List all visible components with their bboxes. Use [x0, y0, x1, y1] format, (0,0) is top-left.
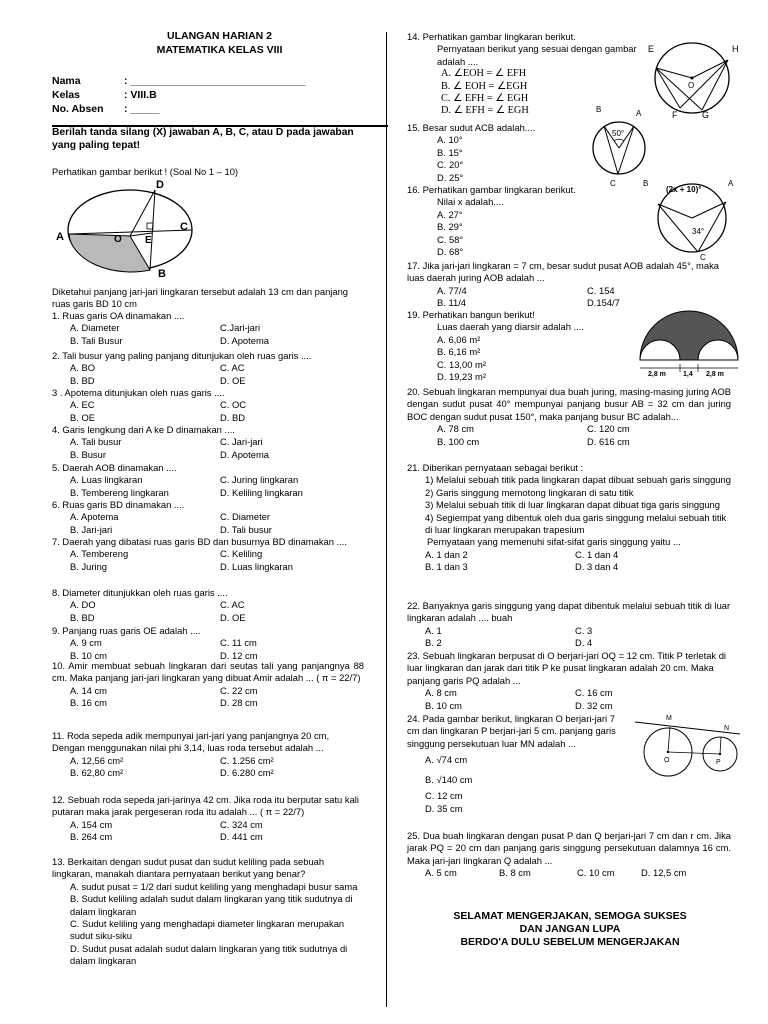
- fig19-label-left: 2,8 m: [648, 371, 666, 378]
- fig1-label-d: D: [156, 179, 164, 191]
- question-4-text: 4. Garis lengkung dari A ke D dinamakan ....: [52, 424, 235, 435]
- question-23: [407, 650, 731, 712]
- q5-option-c[interactable]: C. Juring lingkaran: [220, 474, 299, 486]
- q10-option-c[interactable]: C. 22 cm: [220, 684, 258, 696]
- question-24-text: 24. Pada gambar berikut, lingkaran O berjari-jari 7 cm dan lingkaran P berjari-jari 5 cm. panjang garis singgung persekutuan luar MN adalah ...: [407, 713, 616, 749]
- question-7: [52, 536, 364, 573]
- q4-option-c[interactable]: C. Jari-jari: [220, 436, 263, 448]
- q24-option-d[interactable]: D. 35 cm: [425, 802, 463, 814]
- q8-option-a[interactable]: A. DO: [70, 599, 96, 611]
- q20-option-a[interactable]: A. 78 cm: [437, 423, 474, 435]
- q21-option-a[interactable]: A. 1 dan 2: [425, 548, 468, 560]
- q3-option-c[interactable]: C. OC: [220, 399, 247, 411]
- q20-option-c[interactable]: C. 120 cm: [587, 423, 630, 435]
- circle-figure-1: [52, 178, 202, 278]
- fig16-label-b: B: [643, 179, 649, 188]
- q10-option-d[interactable]: D. 28 cm: [220, 697, 258, 709]
- q2-option-a[interactable]: A. BO: [70, 362, 96, 374]
- fig15-label-b: B: [596, 105, 602, 114]
- q11-option-d[interactable]: D. 6.280 cm²: [220, 767, 274, 779]
- q22-option-b[interactable]: B. 2: [425, 637, 442, 649]
- question-3-text: 3 . Apotema ditunjukan oleh ruas garis ....: [52, 387, 225, 398]
- question-1: [52, 310, 364, 347]
- question-21: [407, 462, 731, 574]
- fig14-label-h: H: [732, 44, 739, 54]
- q21-statement-4: 4) Segiempat yang dibentuk oleh dua garis singgung melalui sebuah titik di luar lingkaran merupakan trapesium: [425, 511, 727, 536]
- q14-option-c[interactable]: C. ∠ EFH = ∠ EGH: [441, 93, 529, 105]
- q9-option-b[interactable]: B. 10 cm: [70, 649, 107, 661]
- q15-option-a[interactable]: A. 10°: [437, 134, 463, 146]
- q8-option-d[interactable]: D. OE: [220, 611, 246, 623]
- q11-option-c[interactable]: C. 1.256 cm²: [220, 754, 274, 766]
- q17-option-a[interactable]: A. 77/4: [437, 284, 467, 296]
- q13-option-a[interactable]: A. sudut pusat = 1/2 dari sudut keliling yang menghadapi busur sama: [70, 880, 358, 892]
- fig15-label-a: A: [636, 109, 642, 118]
- q17-option-d[interactable]: D.154/7: [587, 297, 620, 309]
- question-21-sub: Pernyataan yang memenuhi sifat-sifat garis singgung yaitu ...: [427, 536, 681, 548]
- question-7-text: 7. Daerah yang dibatasi ruas garis BD dan busurnya BD dinamakan ....: [52, 536, 347, 547]
- question-6: [52, 499, 364, 536]
- q9-option-d[interactable]: D. 12 cm: [220, 649, 258, 661]
- q12-option-c[interactable]: C. 324 cm: [220, 818, 263, 830]
- q15-option-d[interactable]: D. 25°: [437, 171, 464, 183]
- q9-option-c[interactable]: C. 11 cm: [220, 637, 257, 649]
- q25-option-b[interactable]: B. 8 cm: [499, 867, 531, 879]
- q1-option-b[interactable]: B. Tali Busur: [70, 334, 123, 346]
- question-3: [52, 387, 364, 424]
- q25-option-c[interactable]: C. 10 cm: [577, 867, 615, 879]
- q25-option-d[interactable]: D. 12,5 cm: [641, 867, 687, 879]
- q16-option-a[interactable]: A. 27°: [437, 208, 463, 220]
- fig15-label-c: C: [610, 179, 616, 188]
- question-20-text: 20. Sebuah lingkaran mempunyai dua buah juring, masing-masing juring AOB dengan sudut pusat 40° mempunyai panjang busur AB = 32 cm dan juring BOC dengan sudut pusat 150°, maka panjang busur BC adalah...: [407, 386, 731, 422]
- absen-value[interactable]: : _____: [124, 103, 160, 115]
- question-19-text: 19. Perhatikan bangun berikut!: [407, 309, 535, 320]
- class-field: [52, 89, 157, 101]
- fig1-label-o: O: [114, 234, 122, 245]
- q20-option-d[interactable]: D. 616 cm: [587, 435, 630, 447]
- name-label: Nama: [52, 75, 81, 87]
- fig14-label-o: O: [688, 81, 695, 90]
- q3-option-d[interactable]: D. BD: [220, 411, 246, 423]
- q10-option-a[interactable]: A. 14 cm: [70, 684, 107, 696]
- context-text: Diketahui panjang jari-jari lingkaran tersebut adalah 13 cm dan panjang ruas garis BD 10 cm: [52, 286, 349, 310]
- q12-option-d[interactable]: D. 441 cm: [220, 831, 263, 843]
- q21-statement-1: 1) Melalui sebuah titik pada lingkaran dapat dibuat sebuah garis singgung: [425, 474, 731, 486]
- tangent-figure-24: [630, 710, 742, 778]
- question-5: [52, 462, 364, 499]
- question-11: [52, 730, 364, 780]
- fig1-label-b: B: [158, 268, 166, 278]
- fig1-label-e: E: [145, 235, 152, 246]
- q12-option-b[interactable]: B. 264 cm: [70, 831, 113, 843]
- question-17: [407, 260, 731, 310]
- q16-option-d[interactable]: D. 68°: [437, 246, 464, 258]
- q3-option-b[interactable]: B. OE: [70, 411, 96, 423]
- question-2-text: 2. Tali busur yang paling panjang ditunjukan oleh ruas garis ....: [52, 350, 312, 361]
- question-9: [52, 625, 364, 662]
- q23-option-b[interactable]: B. 10 cm: [425, 699, 462, 711]
- fig19-label-right: 2,8 m: [706, 371, 724, 378]
- question-12-text: 12. Sebuah roda sepeda jari-jarinya 42 cm. Jika roda itu berputar satu kali putaran maka jarak pergeseran roda itu adalah ... ( π = 22/7): [52, 794, 359, 818]
- question-5-text: 5. Daerah AOB dinamakan ....: [52, 462, 177, 473]
- q11-option-b[interactable]: B. 62,80 cm²: [70, 767, 124, 779]
- q5-option-b[interactable]: B. Tembereng lingkaran: [70, 486, 169, 498]
- fig1-label-a: A: [56, 231, 64, 243]
- footer-line-2: DAN JANGAN LUPA: [519, 923, 621, 935]
- name-field[interactable]: [52, 75, 306, 87]
- exam-subtitle: MATEMATIKA KELAS VIII: [156, 44, 283, 56]
- fig24-label-n: N: [724, 725, 730, 732]
- fig16-label-angle: (2x + 10)°: [666, 185, 702, 194]
- q10-option-b[interactable]: B. 16 cm: [70, 697, 107, 709]
- fig14-label-g: G: [702, 110, 710, 118]
- question-13-text: 13. Berkaitan dengan sudut pusat dan sudut keliling pada sebuah lingkaran, manakah diantara pernyataan berikut yang benar?: [52, 856, 325, 880]
- q21-statement-3: 3) Melalui sebuah titik di luar lingkaran dapat dibuat tiga garis singgung: [425, 499, 720, 511]
- fig16-label-34: 34°: [692, 227, 705, 236]
- question-22: [407, 600, 731, 650]
- question-17-text: 17. Jika jari-jari lingkaran = 7 cm, besar sudut pusat AOB adalah 45°, maka luas daerah juring AOB adalah ...: [407, 260, 719, 284]
- absen-label: No. Absen: [52, 103, 104, 115]
- fig15-label-angle: 50°: [612, 129, 625, 138]
- circle-figure-16: [640, 174, 740, 260]
- q21-statement-2: 2) Garis singgung memotong lingkaran di satu titik: [425, 486, 634, 498]
- q4-option-b[interactable]: B. Busur: [70, 448, 106, 460]
- question-25-text: 25. Dua buah lingkaran dengan pusat P dan Q berjari-jari 7 cm dan r cm. Jika jarak PQ = 20 cm dan panjang garis singgung persekutuan dalamnya 16 cm. Maka jari-jari lingkaran Q adalah ...: [407, 830, 731, 866]
- absen-field[interactable]: [52, 103, 160, 115]
- q16-option-c[interactable]: C. 58°: [437, 233, 464, 245]
- class-label: Kelas: [52, 89, 81, 101]
- question-16-sub: Nilai x adalah....: [437, 196, 504, 208]
- fig24-label-o: O: [664, 757, 670, 764]
- question-16: [407, 184, 647, 258]
- question-2: [52, 350, 364, 387]
- q7-option-d[interactable]: D. Luas lingkaran: [220, 560, 293, 572]
- q9-option-a[interactable]: A. 9 cm: [70, 637, 102, 649]
- q23-option-c[interactable]: C. 16 cm: [575, 687, 613, 699]
- fig16-label-c: C: [700, 253, 706, 260]
- q19-option-c[interactable]: C. 13,00 m²: [437, 358, 486, 370]
- fig19-label-mid: 1,4: [683, 371, 693, 378]
- exam-title: ULANGAN HARIAN 2: [167, 30, 272, 42]
- circle-figure-14: [640, 38, 740, 118]
- q19-option-b[interactable]: B. 6,16 m²: [437, 346, 481, 358]
- fig24-label-m: M: [666, 715, 672, 722]
- question-6-text: 6. Ruas garis BD dinamakan ....: [52, 499, 185, 510]
- footer-line-1: SELAMAT MENGERJAKAN, SEMOGA SUKSES: [453, 910, 687, 922]
- q21-option-c[interactable]: C. 1 dan 4: [575, 548, 619, 560]
- question-24: [407, 713, 621, 815]
- question-22-text: 22. Banyaknya garis singgung yang dapat dibentuk melalui sebuah titik di luar lingkaran adalah .... buah: [407, 600, 731, 624]
- q15-option-c[interactable]: C. 20°: [437, 159, 464, 171]
- q7-option-a[interactable]: A. Tembereng: [70, 548, 129, 560]
- q20-option-b[interactable]: B. 100 cm: [437, 435, 480, 447]
- q16-option-b[interactable]: B. 29°: [437, 221, 463, 233]
- fig24-label-p: P: [716, 759, 721, 766]
- q7-option-b[interactable]: B. Juring: [70, 560, 107, 572]
- q17-option-b[interactable]: B. 11/4: [437, 297, 467, 309]
- q13-option-b[interactable]: B. Sudut keliling adalah sudut dalam lingkaran yang titik sudutnya di dalam lingkaran: [70, 893, 353, 917]
- question-25: [407, 830, 731, 880]
- question-14-sub: Pernyataan berikut yang sesuai dengan gambar adalah ....: [437, 43, 637, 67]
- q11-option-a[interactable]: A. 12,56 cm²: [70, 754, 124, 766]
- question-4: [52, 424, 364, 461]
- q14-option-b[interactable]: B. ∠ EOH = ∠EGH: [441, 80, 528, 92]
- q5-option-a[interactable]: A. Luas lingkaran: [70, 474, 143, 486]
- name-value[interactable]: : ______________________________: [124, 75, 306, 87]
- q4-option-a[interactable]: A. Tali busur: [70, 436, 122, 448]
- q21-option-b[interactable]: B. 1 dan 3: [425, 561, 468, 573]
- q13-option-c[interactable]: C. Sudut keliling yang menghadapi diameter lingkaran merupakan sudut siku-siku: [70, 918, 345, 942]
- q2-option-c[interactable]: C. AC: [220, 362, 245, 374]
- q25-option-a[interactable]: A. 5 cm: [425, 867, 457, 879]
- q7-option-c[interactable]: C. Keliling: [220, 548, 263, 560]
- fig14-label-f: F: [672, 110, 678, 118]
- question-10-text: 10. Amir membuat sebuah lingkaran dari seutas tali yang panjangnya 88 cm. Maka panjang jari-jari lingkaran yang dibuat Amir adalah ... ( π = 22/7): [52, 660, 364, 684]
- q22-option-c[interactable]: C. 3: [575, 624, 593, 636]
- q1-option-a[interactable]: A. Diameter: [70, 322, 120, 334]
- question-10: [52, 660, 364, 710]
- q13-option-d[interactable]: D. Sudut pusat adalah sudut dalam lingkaran yang titik sudutnya di dalam lingkaran: [70, 942, 348, 967]
- question-20: [407, 386, 731, 448]
- q17-option-c[interactable]: C. 154: [587, 284, 615, 296]
- q8-option-c[interactable]: C. AC: [220, 599, 245, 611]
- q4-option-d[interactable]: D. Apotema: [220, 448, 269, 460]
- q24-option-a[interactable]: A. √74 cm: [425, 754, 468, 766]
- intro-text: Perhatikan gambar berikut ! (Soal No 1 – 10): [52, 166, 239, 177]
- question-13: [52, 856, 364, 968]
- question-1-text: 1. Ruas garis OA dinamakan ....: [52, 310, 185, 321]
- q1-option-c[interactable]: C.Jari-jari: [220, 322, 261, 334]
- column-divider: [386, 32, 387, 1007]
- q6-option-c[interactable]: C. Diameter: [220, 511, 271, 523]
- q3-option-a[interactable]: A. EC: [70, 399, 95, 411]
- question-9-text: 9. Panjang ruas garis OE adalah ....: [52, 625, 201, 636]
- q23-option-d[interactable]: D. 32 cm: [575, 699, 613, 711]
- fig14-label-e: E: [648, 44, 655, 54]
- q22-option-a[interactable]: A. 1: [425, 624, 442, 636]
- q2-option-b[interactable]: B. BD: [70, 374, 95, 386]
- q6-option-a[interactable]: A. Apotema: [70, 511, 119, 523]
- q21-option-d[interactable]: D. 3 dan 4: [575, 561, 619, 573]
- circle-figure-15: [588, 104, 648, 190]
- q15-option-b[interactable]: B. 15°: [437, 146, 463, 158]
- q12-option-a[interactable]: A. 154 cm: [70, 818, 113, 830]
- semicircle-figure-19: [634, 310, 744, 382]
- question-19: [407, 309, 627, 383]
- question-21-text: 21. Diberikan pernyataan sebagai berikut :: [407, 462, 584, 473]
- question-11-text: 11. Roda sepeda adik mempunyai jari-jari yang panjangnya 20 cm, Dengan menggunakan nilai phi 3,14, luas roda tersebut adalah ...: [52, 730, 330, 754]
- fig1-label-c: C: [180, 221, 188, 233]
- q23-option-a[interactable]: A. 8 cm: [425, 687, 457, 699]
- q19-option-a[interactable]: A. 6,06 m²: [437, 333, 481, 345]
- q14-option-a[interactable]: A. ∠EOH = ∠ EFH: [441, 68, 527, 80]
- q5-option-d[interactable]: D. Keliling lingkaran: [220, 486, 303, 498]
- q19-option-d[interactable]: D. 19,23 m²: [437, 371, 486, 383]
- question-8-text: 8. Diameter ditunjukkan oleh ruas garis ....: [52, 587, 228, 598]
- fig16-label-a: A: [728, 179, 734, 188]
- footer-line-3: BERDO'A DULU SEBELUM MENGERJAKAN: [460, 936, 680, 948]
- question-19-sub: Luas daerah yang diarsir adalah ....: [437, 321, 584, 333]
- q8-option-b[interactable]: B. BD: [70, 611, 95, 623]
- q6-option-d[interactable]: D. Tali busur: [220, 523, 272, 535]
- q24-option-c[interactable]: C. 12 cm: [425, 790, 463, 802]
- class-value: : VIII.B: [124, 89, 157, 101]
- question-14-text: 14. Perhatikan gambar lingkaran berikut.: [407, 31, 576, 42]
- q2-option-d[interactable]: D. OE: [220, 374, 246, 386]
- question-12: [52, 794, 364, 844]
- instructions: Berilah tanda silang (X) jawaban A, B, C, atau D pada jawaban yang paling tepat!: [52, 127, 354, 151]
- q14-option-d[interactable]: D. ∠ EFH = ∠ EGH: [441, 105, 529, 117]
- q6-option-b[interactable]: B. Jari-jari: [70, 523, 113, 535]
- question-16-text: 16. Perhatikan gambar lingkaran berikut.: [407, 184, 576, 195]
- question-8: [52, 587, 364, 624]
- q22-option-d[interactable]: D. 4: [575, 637, 593, 649]
- q24-option-b[interactable]: B. √140 cm: [425, 774, 473, 786]
- question-15-text: 15. Besar sudut ACB adalah....: [407, 122, 536, 133]
- question-23-text: 23. Sebuah lingkaran berpusat di O berjari-jari OQ = 12 cm. Titik P terletak di luar lingkaran dan jarak dari titik P ke pusat lingkaran adalah 20 cm. Maka panjang garis PQ adalah ...: [407, 650, 726, 686]
- q1-option-d[interactable]: D. Apotema: [220, 334, 269, 346]
